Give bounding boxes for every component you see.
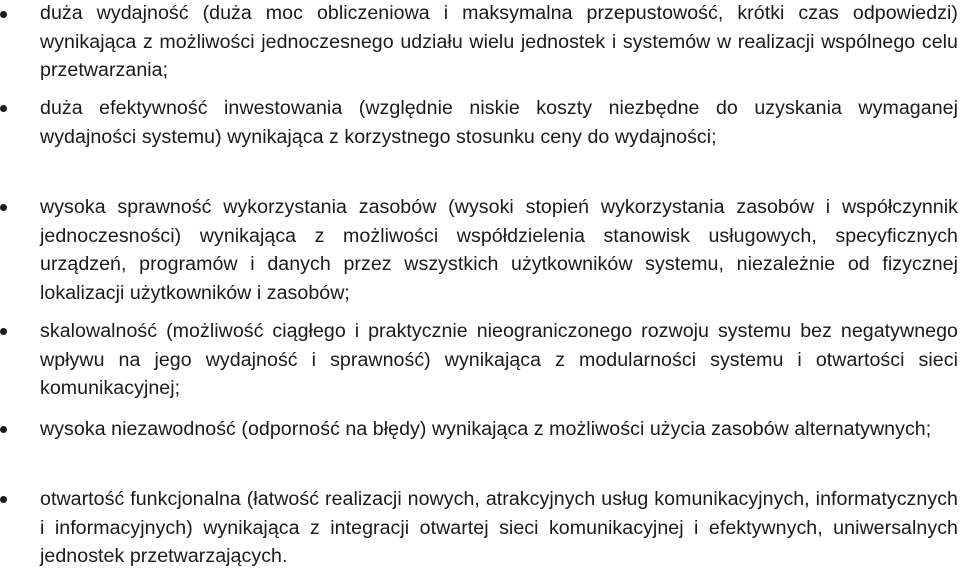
list-item-text: wysoka sprawność wykorzystania zasobów (wysoki stopień wykorzystania zasobów i współczynnik jednoczesności) wynikająca z możliwości współdzielenia stanowisk usługowych, specyficznych urządzeń, programów i danych przez wszystkich użytkowników systemu, niezależnie od fizycznej lokalizacji użytkowników i zasobów;: [40, 196, 958, 304]
bullet-icon: [0, 426, 7, 433]
bullet-icon: [0, 328, 7, 335]
list-item-text: duża wydajność (duża moc obliczeniowa i maksymalna przepustowość, krótki czas odpowiedzi) wynikająca z możliwości jednoczesnego udziału wielu jednostek i systemów w realizacji wspólnego celu przetwarzania;: [40, 2, 958, 81]
bullet-icon: [0, 496, 7, 503]
list-item-text: wysoka niezawodność (odporność na błędy) wynikająca z możliwości użycia zasobów alternatywnych;: [40, 418, 932, 440]
list-item-text: duża efektywność inwestowania (względnie niskie koszty niezbędne do uzyskania wymaganej wydajności systemu) wynikająca z korzystnego stosunku ceny do wydajności;: [40, 97, 958, 148]
bullet-icon: [0, 11, 7, 18]
list-item-text: skalowalność (możliwość ciągłego i praktycznie nieograniczonego rozwoju systemu bez negatywnego wpływu na jego wydajność i sprawność) wynikająca z modularności systemu i otwartości sieci komunikacyjnej;: [40, 320, 958, 399]
bullet-icon: [0, 204, 7, 211]
list-item-text: otwartość funkcjonalna (łatwość realizacji nowych, atrakcyjnych usług komunikacyjnych, informatycznych i informacyjnych) wynikająca z integracji otwartej sieci komunikacyjnej i efektywnych, uniwersalnych jednostek przetwarzających.: [40, 488, 958, 567]
bullet-icon: [0, 105, 7, 112]
